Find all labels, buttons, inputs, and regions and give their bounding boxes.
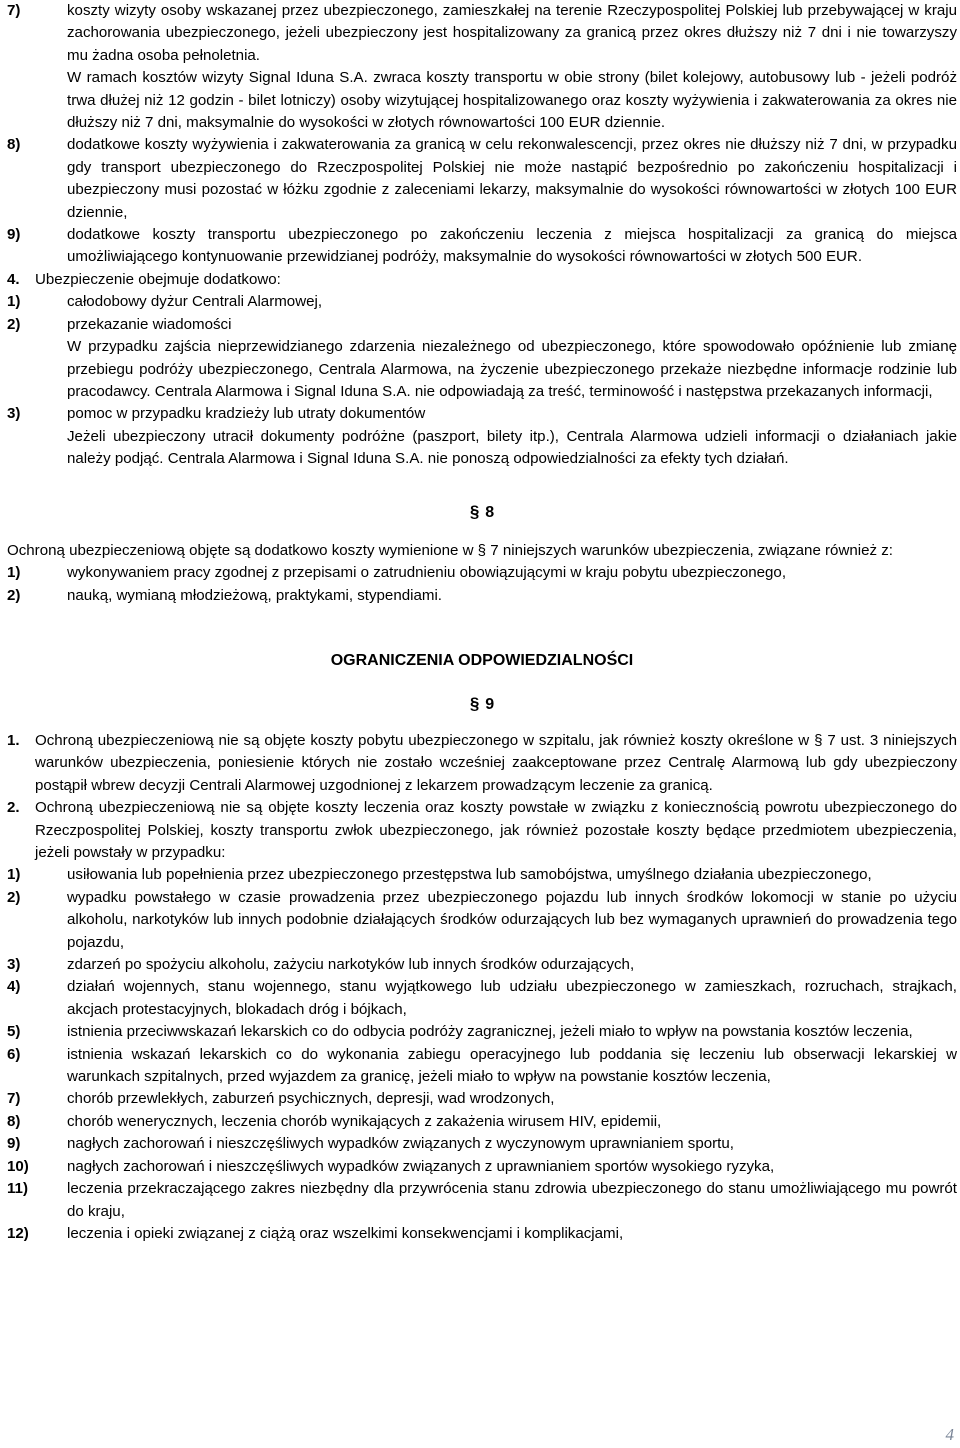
list-item (7, 1133, 957, 1155)
item-text: nauką, wymianą młodzieżową, praktykami, stypendiami. (67, 586, 442, 604)
list-item (7, 1044, 957, 1089)
point-number: 1. (7, 731, 20, 749)
item-number: 2) (7, 888, 21, 906)
list-item (7, 1088, 957, 1110)
item-number: 2) (7, 586, 21, 604)
list-item (7, 314, 957, 404)
item-number: 1) (7, 564, 21, 582)
item-number: 2) (7, 315, 21, 333)
point-text: Ochroną ubezpieczeniową nie są objęte koszty leczenia oraz koszty powstałe w związku z koniecznością powrotu ubezpieczonego do Rzeczpospolitej Polskiej, koszty transportu zwłok ubezpieczonego, jak również pozostałe koszty będące przedmiotem ubezpieczenia, jeżeli powstały w przypadku: (35, 799, 957, 861)
item-text-continued: Jeżeli ubezpieczony utracił dokumenty podróżne (paszport, bilety itp.), Centrala Alarmowa udzieli informacji o działaniach jakie należy podjąć. Centrala Alarmowa i Signal Iduna S.A. nie ponoszą odpowiedzialności za efekty tych działań. (67, 427, 957, 468)
item-text: istnienia wskazań lekarskich co do wykonania zabiegu operacyjnego lub poddania się leczeniu lub obserwacji lekarskiej w warunkach szpitalnych, przed wyjazdem za granicę, jeżeli miało to wpływ na powstanie kosztów leczenia, (67, 1045, 957, 1086)
section-text: Ubezpieczenie obejmuje dodatkowo: (35, 270, 281, 288)
point-text: Ochroną ubezpieczeniową nie są objęte koszty pobytu ubezpieczonego w szpitalu, jak również koszty określone w § 7 ust. 3 niniejszych warunków ubezpieczenia, poniesienie których nie zostało wcześniej zaakceptowane przez Centralę Alarmową lub gdy ubezpieczony postąpił wbrew decyzji Centrali Alarmowej uzgodnionej z lekarzem prowadzącym leczenie za granicą. (35, 731, 957, 794)
item-text: działań wojennych, stanu wojennego, stanu wyjątkowego lub udziału ubezpieczonego w zamieszkach, rozruchach, strajkach, akcjach protestacyjnych, blokadach dróg i bójkach, (67, 978, 957, 1018)
list-item (7, 954, 957, 976)
item-text: istnienia przeciwwskazań lekarskich co do odbycia podróży zagranicznej, jeżeli miało to wpływ na powstania kosztów leczenia, (67, 1023, 913, 1041)
item-text: leczenia przekraczającego zakres niezbędny dla przywrócenia stanu zdrowia ubezpieczonego do stanu umożliwiającego mu powrót do kraju, (67, 1180, 957, 1220)
section-number: 4. (7, 270, 20, 288)
item-number: 1) (7, 866, 21, 884)
list-item (7, 976, 957, 1021)
item-text: pomoc w przypadku kradzieży lub utraty dokumentów (67, 405, 426, 423)
section-symbol: § (469, 693, 480, 713)
numbered-point (7, 797, 957, 864)
item-number: 8) (7, 136, 21, 154)
list-item (7, 585, 957, 607)
item-number: 11) (7, 1180, 28, 1198)
item-number: 10) (7, 1157, 29, 1175)
item-text: dodatkowe koszty transportu ubezpieczonego po zakończeniu leczenia z miejsca hospitalizacji za granicą do miejsca umożliwiającego kontynuowanie przewidzianej podróży, maksymalnie do wysokości równowartości w złotych 500 EUR. (67, 226, 957, 266)
numbered-point (7, 730, 957, 797)
section-4 (7, 269, 957, 291)
paragraph-9-heading (7, 693, 957, 716)
list-item (7, 1223, 957, 1245)
list-item (7, 134, 957, 224)
point-number: 2. (7, 799, 20, 817)
item-number: 6) (7, 1045, 21, 1063)
item-text: leczenia i opieki związanej z ciążą oraz wszelkimi konsekwencjami i komplikacjami, (67, 1224, 624, 1242)
list-item (7, 1178, 957, 1223)
item-text-continued: W przypadku zajścia nieprzewidzianego zdarzenia niezależnego od ubezpieczonego, które spowodowało opóźnienie lub zmianę przebiegu podróży ubezpieczonego, Centrala Alarmowa, na życzenie ubezpieczonego przekaże niezbędne informacje rodzinie lub pracodawcy. Centrala Alarmowa i Signal Iduna S.A. nie odpowiadają za treść, terminowość i następstwa przekazanych informacji, (67, 338, 957, 400)
item-text: dodatkowe koszty wyżywienia i zakwaterowania za granicą w celu rekonwalescencji, przez okres nie dłuższy niż 7 dni, w przypadku gdy transport ubezpieczonego do Rzeczpospolitej Polskiej nie może nastąpić bezpośrednio po zakończeniu hospitalizacji i ubezpieczony musi pozostać w łóżku zgodnie z zaleceniami lekarzy, maksymalnie do wysokości równowartości w złotych 100 EUR dziennie, (67, 136, 957, 221)
item-number: 8) (7, 1112, 21, 1130)
list-item (7, 864, 957, 886)
item-number: 4) (7, 978, 21, 996)
section-number: 8 (485, 503, 495, 521)
item-text: koszty wizyty osoby wskazanej przez ubezpieczonego, zamieszkałej na terenie Rzeczypospolitej Polskiej lub przebywającej w kraju zachorowania ubezpieczonego, jeżeli ubezpieczony jest hospitalizowany za granicą przez okres dłuższy niż 7 dni i nie towarzyszy mu żadna osoba pełnoletnia. (67, 2, 957, 64)
list-item (7, 1111, 957, 1133)
list-item (7, 0, 957, 134)
item-number: 5) (7, 1023, 21, 1041)
item-number: 12) (7, 1224, 29, 1242)
list-item (7, 1021, 957, 1043)
item-text: wykonywaniem pracy zgodnej z przepisami o zatrudnieniu obowiązującymi w kraju pobytu ubezpieczonego, (67, 564, 787, 582)
item-text: nagłych zachorowań i nieszczęśliwych wypadków związanych z wyczynowym uprawnianiem sportu, (67, 1135, 734, 1153)
item-number: 3) (7, 956, 21, 974)
list-item (7, 1156, 957, 1178)
item-text: chorób przewlekłych, zaburzeń psychicznych, depresji, wad wrodzonych, (67, 1090, 555, 1108)
paragraph-8-intro: Ochroną ubezpieczeniową objęte są dodatkowo koszty wymienione w § 7 niniejszych warunków ubezpieczenia, związane również z: (7, 541, 893, 559)
item-number: 7) (7, 2, 21, 19)
item-text: usiłowania lub popełnienia przez ubezpieczonego przestępstwa lub samobójstwa, umyślnego działania ubezpieczonego, (67, 866, 872, 884)
item-number: 1) (7, 293, 21, 311)
item-number: 3) (7, 405, 21, 423)
list-item (7, 291, 957, 313)
item-number: 9) (7, 226, 21, 244)
item-text: całodobowy dyżur Centrali Alarmowej, (67, 293, 323, 311)
item-number: 7) (7, 1090, 21, 1108)
item-text: nagłych zachorowań i nieszczęśliwych wypadków związanych z uprawnianiem sportów wysokiego ryzyka, (67, 1157, 775, 1175)
list-item (7, 887, 957, 954)
list-item (7, 403, 957, 470)
item-number: 9) (7, 1135, 21, 1153)
paragraph-8-heading (7, 501, 957, 524)
item-text: chorób wenerycznych, leczenia chorób wynikających z zakażenia wirusem HIV, epidemii, (67, 1112, 662, 1130)
section-heading: OGRANICZENIA ODPOWIEDZIALNOŚCI (330, 652, 634, 670)
section-symbol: § (469, 501, 480, 521)
page-number: 4 (945, 1424, 954, 1444)
item-text: wypadku powstałego w czasie prowadzenia przez ubezpieczonego pojazdu lub innych środków lokomocji w stanie po użyciu alkoholu, narkotyków lub innych podobnie działających środków odurzających lub bez wymaganych uprawnień do prowadzenia tego pojazdu, (67, 888, 957, 951)
item-text: zdarzeń po spożyciu alkoholu, zażyciu narkotyków lub innych środków odurzających, (67, 956, 635, 974)
item-text-continued: W ramach kosztów wizyty Signal Iduna S.A. zwraca koszty transportu w obie strony (bilet kolejowy, autobusowy lub - jeżeli podróż trwa dłużej niż 12 godzin - bilet lotniczy) osoby wizytującej hospitalizowanego oraz koszty wyżywienia i zakwaterowania za okres nie dłuższy niż 7 dni, maksymalnie do wysokości w złotych równowartości 100 EUR dziennie. (67, 69, 957, 132)
list-item (7, 224, 957, 269)
item-text: przekazanie wiadomości (67, 315, 232, 333)
section-number: 9 (485, 695, 495, 713)
list-item (7, 562, 957, 584)
